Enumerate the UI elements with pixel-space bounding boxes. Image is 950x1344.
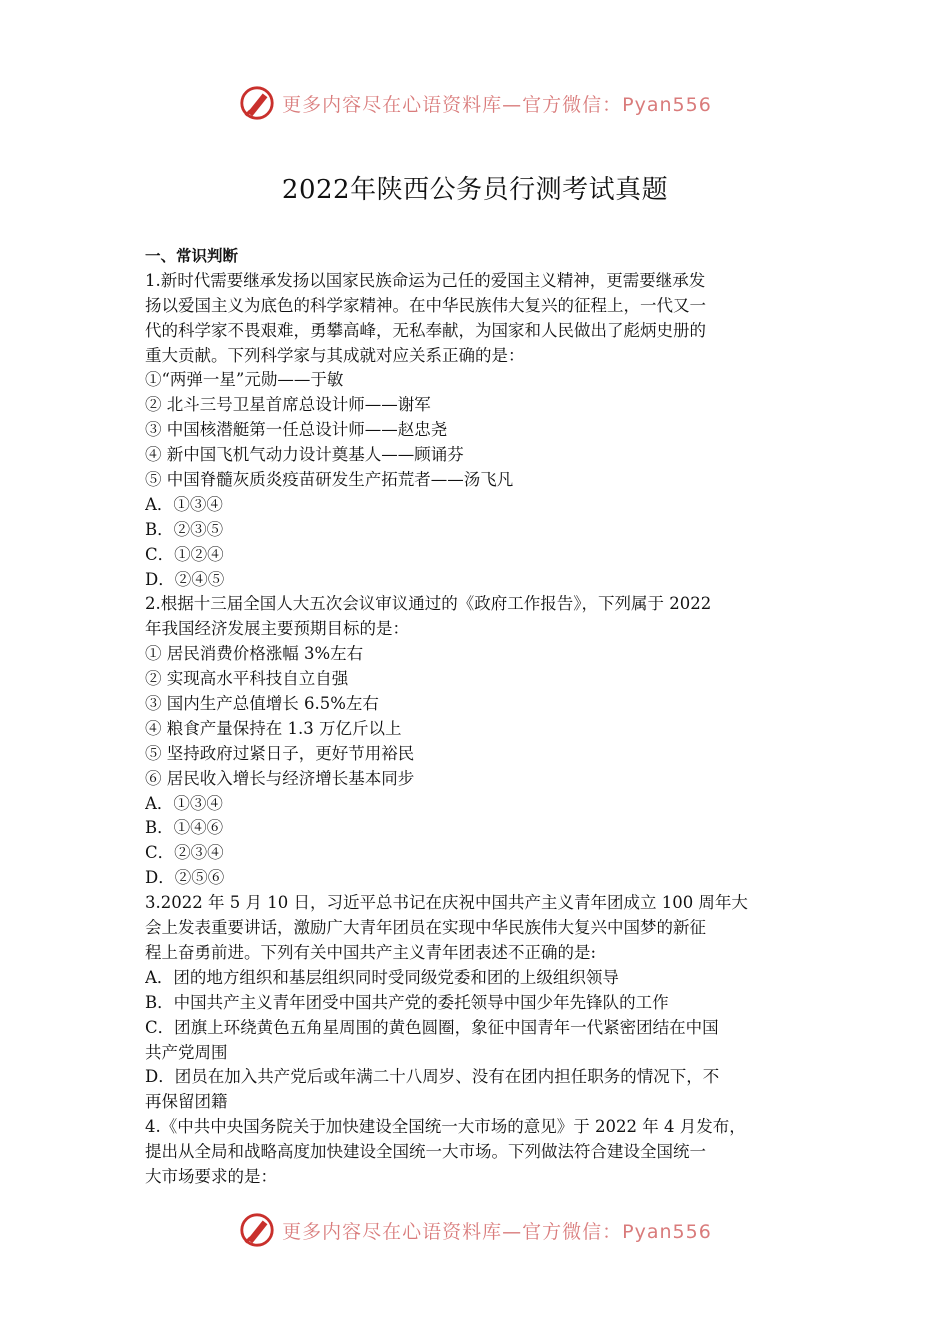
- text-line: C．②③④: [145, 843, 224, 863]
- text-line: ⑥ 居民收入增长与经济增长基本同步: [145, 768, 415, 788]
- text-line: C．①②④: [145, 544, 224, 564]
- text-line: 重大贡献。下列科学家与其成就对应关系正确的是：: [145, 345, 525, 365]
- text-line: A．①③④: [145, 793, 223, 813]
- watermark-text: 更多内容尽在心语资料库—官方微信：Pyan556: [282, 93, 712, 116]
- text-line: 提出从全局和战略高度加快建设全国统一大市场。下列做法符合建设全国统一: [145, 1142, 706, 1162]
- watermark-banner-bottom: [0, 1211, 950, 1249]
- pen-nib-logo-icon: [238, 84, 276, 122]
- text-line: 会上发表重要讲话，激励广大青年团员在实现中华民族伟大复兴中国梦的新征: [145, 918, 706, 938]
- text-line: C．团旗上环绕黄色五角星周围的黄色圆圈，象征中国青年一代紧密团结在中国: [145, 1017, 719, 1037]
- text-line: 扬以爱国主义为底色的科学家精神。在中华民族伟大复兴的征程上，一代又一: [145, 295, 706, 315]
- text-line: B．②③⑤: [145, 519, 224, 539]
- text-line: ①“两弹一星”元勋——于敏: [145, 370, 344, 390]
- text-line: A．①③④: [145, 494, 223, 514]
- text-line: 大市场要求的是：: [145, 1166, 277, 1186]
- text-line: ③ 中国核潜艇第一任总设计师——赵忠尧: [145, 420, 448, 440]
- text-line: B．中国共产主义青年团受中国共产党的委托领导中国少年先锋队的工作: [145, 992, 669, 1012]
- text-line: ⑤ 中国脊髓灰质炎疫苗研发生产拓荒者——汤飞凡: [145, 470, 514, 490]
- text-line: 代的科学家不畏艰难，勇攀高峰，无私奉献，为国家和人民做出了彪炳史册的: [145, 320, 706, 340]
- pen-nib-logo-icon: [238, 1211, 276, 1249]
- text-line: ⑤ 坚持政府过紧日子，更好节用裕民: [145, 743, 415, 763]
- text-line: 1.新时代需要继承发扬以国家民族命运为己任的爱国主义精神，更需要继承发: [145, 270, 706, 290]
- text-line: D．②④⑤: [145, 569, 225, 589]
- text-line: 2.根据十三届全国人大五次会议审议通过的《政府工作报告》，下列属于 2022: [145, 594, 712, 614]
- text-line: A．团的地方组织和基层组织同时受同级党委和团的上级组织领导: [145, 967, 619, 987]
- text-line: ④ 粮食产量保持在 1.3 万亿斤以上: [145, 718, 402, 738]
- document-body: [145, 244, 815, 1190]
- text-line: ② 北斗三号卫星首席总设计师——谢军: [145, 395, 431, 415]
- watermark-text: 更多内容尽在心语资料库—官方微信：Pyan556: [282, 1220, 712, 1243]
- document-title: 2022年陕西公务员行测考试真题: [281, 175, 669, 206]
- text-line: ④ 新中国飞机气动力设计奠基人——顾诵芬: [145, 445, 464, 465]
- text-line: B．①④⑥: [145, 818, 224, 838]
- text-line: ③ 国内生产总值增长 6.5%左右: [145, 694, 379, 714]
- text-line: 再保留团籍: [145, 1092, 228, 1112]
- text-line: ② 实现高水平科技自立自强: [145, 669, 349, 689]
- text-line: 4.《中共中央国务院关于加快建设全国统一大市场的意见》于 2022 年 4 月发布，: [145, 1117, 746, 1137]
- text-line: 3.2022 年 5 月 10 日，习近平总书记在庆祝中国共产主义青年团成立 100 周年大: [145, 893, 748, 913]
- watermark-banner-top: [0, 84, 950, 122]
- text-line: 年我国经济发展主要预期目标的是：: [145, 619, 409, 639]
- text-line: 程上奋勇前进。下列有关中国共产主义青年团表述不正确的是:: [145, 942, 597, 962]
- text-line: D．②⑤⑥: [145, 868, 225, 888]
- text-line: 共产党周围: [145, 1042, 228, 1062]
- text-line: ① 居民消费价格涨幅 3%左右: [145, 644, 364, 664]
- text-line: D．团员在加入共产党后或年满二十八周岁、没有在团内担任职务的情况下，不: [145, 1067, 720, 1087]
- section-heading: 一、常识判断: [145, 247, 239, 265]
